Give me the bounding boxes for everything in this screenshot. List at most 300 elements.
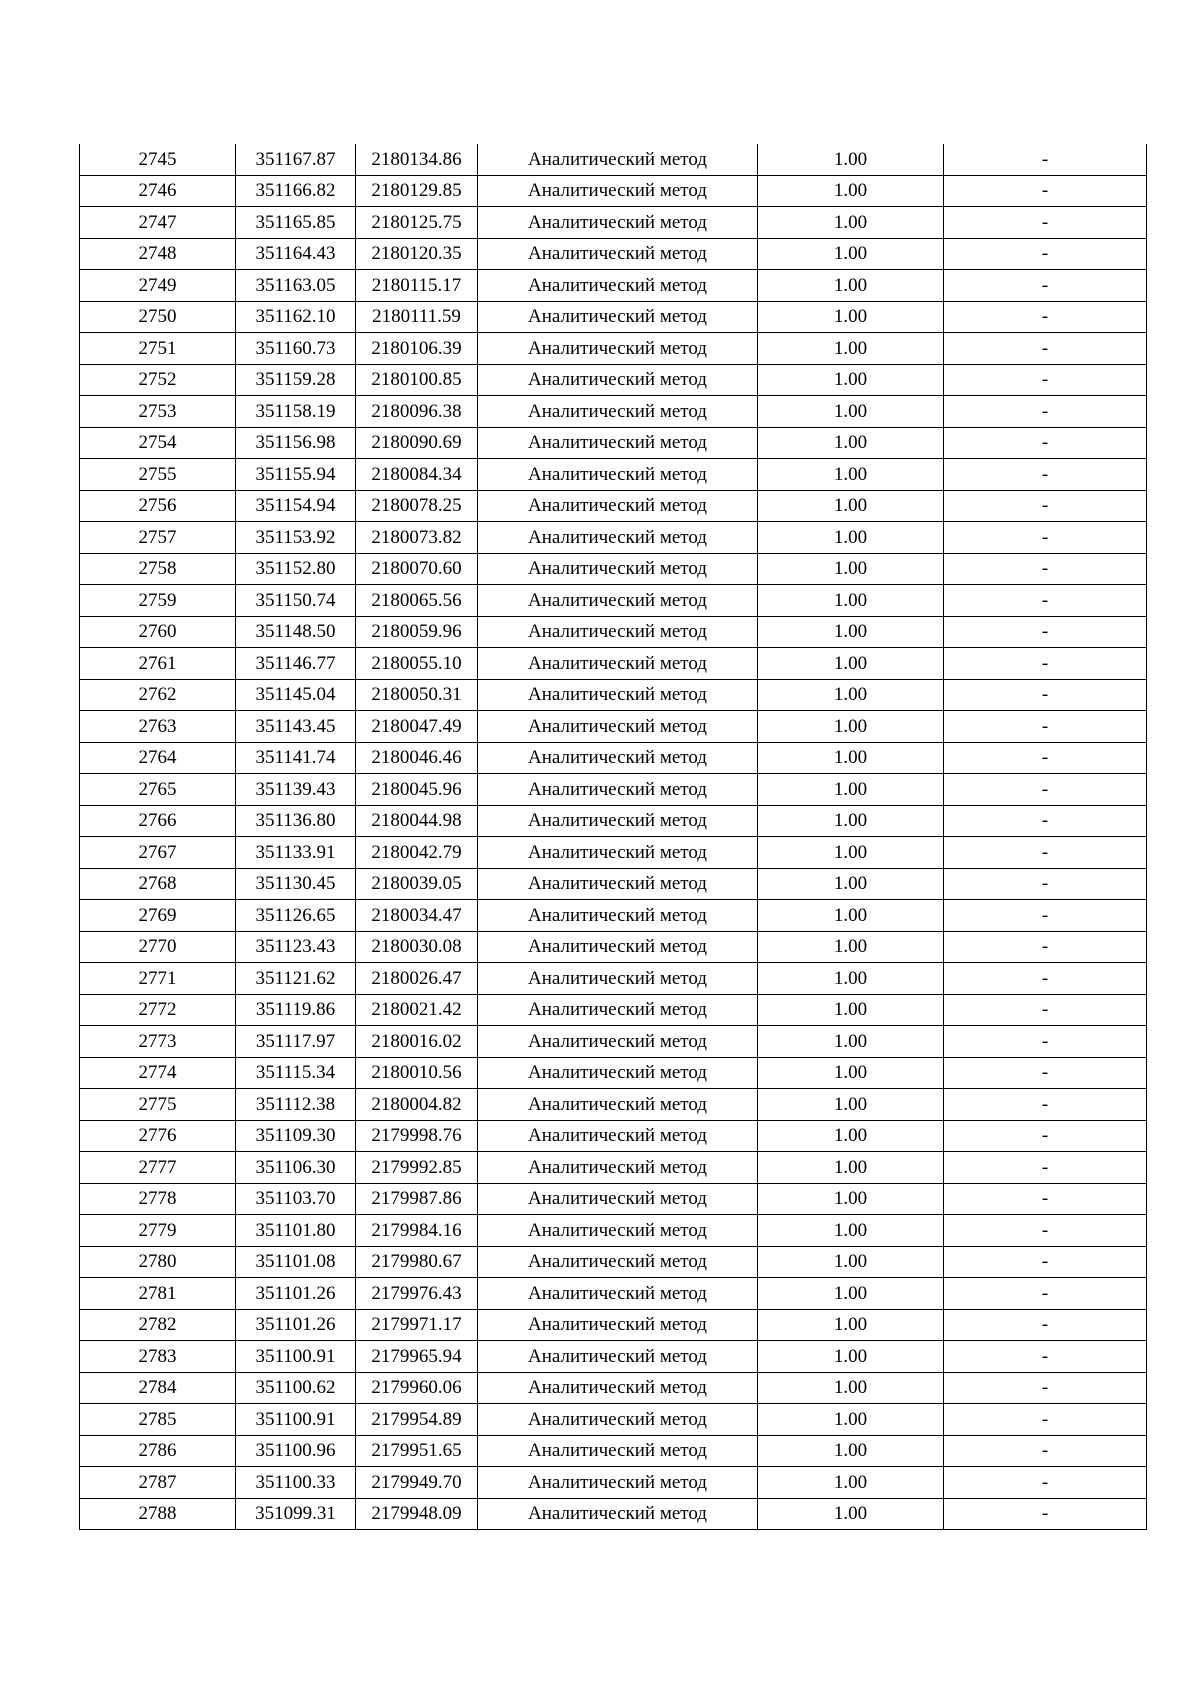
y-coordinate-cell: 2180055.10 <box>356 648 478 680</box>
x-coordinate-cell: 351117.97 <box>236 1026 356 1058</box>
point-number-cell: 2752 <box>80 364 236 396</box>
point-number-cell: 2767 <box>80 837 236 869</box>
description-cell: - <box>944 333 1147 365</box>
point-number-cell: 2750 <box>80 301 236 333</box>
y-coordinate-cell: 2179987.86 <box>356 1183 478 1215</box>
x-coordinate-cell: 351099.31 <box>236 1498 356 1530</box>
y-coordinate-cell: 2180096.38 <box>356 396 478 428</box>
y-coordinate-cell: 2180125.75 <box>356 207 478 239</box>
point-number-cell: 2785 <box>80 1404 236 1436</box>
description-cell: - <box>944 427 1147 459</box>
table-row <box>80 1089 1147 1121</box>
description-cell: - <box>944 238 1147 270</box>
method-cell: Аналитический метод <box>478 522 758 554</box>
accuracy-cell: 1.00 <box>758 522 944 554</box>
y-coordinate-cell: 2180034.47 <box>356 900 478 932</box>
table-row <box>80 1435 1147 1467</box>
y-coordinate-cell: 2180044.98 <box>356 805 478 837</box>
accuracy-cell: 1.00 <box>758 742 944 774</box>
accuracy-cell: 1.00 <box>758 364 944 396</box>
description-cell: - <box>944 1089 1147 1121</box>
accuracy-cell: 1.00 <box>758 144 944 175</box>
table-row <box>80 459 1147 491</box>
method-cell: Аналитический метод <box>478 490 758 522</box>
accuracy-cell: 1.00 <box>758 837 944 869</box>
accuracy-cell: 1.00 <box>758 1057 944 1089</box>
x-coordinate-cell: 351143.45 <box>236 711 356 743</box>
method-cell: Аналитический метод <box>478 1026 758 1058</box>
table-row <box>80 522 1147 554</box>
point-number-cell: 2761 <box>80 648 236 680</box>
table-row <box>80 1498 1147 1530</box>
method-cell: Аналитический метод <box>478 1309 758 1341</box>
y-coordinate-cell: 2180047.49 <box>356 711 478 743</box>
y-coordinate-cell: 2179984.16 <box>356 1215 478 1247</box>
method-cell: Аналитический метод <box>478 238 758 270</box>
point-number-cell: 2773 <box>80 1026 236 1058</box>
table-row <box>80 1309 1147 1341</box>
y-coordinate-cell: 2179948.09 <box>356 1498 478 1530</box>
description-cell: - <box>944 585 1147 617</box>
accuracy-cell: 1.00 <box>758 1278 944 1310</box>
description-cell: - <box>944 1057 1147 1089</box>
accuracy-cell: 1.00 <box>758 963 944 995</box>
accuracy-cell: 1.00 <box>758 459 944 491</box>
method-cell: Аналитический метод <box>478 301 758 333</box>
method-cell: Аналитический метод <box>478 1372 758 1404</box>
description-cell: - <box>944 963 1147 995</box>
table-row <box>80 270 1147 302</box>
method-cell: Аналитический метод <box>478 427 758 459</box>
table-row <box>80 175 1147 207</box>
x-coordinate-cell: 351155.94 <box>236 459 356 491</box>
method-cell: Аналитический метод <box>478 774 758 806</box>
accuracy-cell: 1.00 <box>758 1089 944 1121</box>
description-cell: - <box>944 207 1147 239</box>
x-coordinate-cell: 351100.91 <box>236 1341 356 1373</box>
description-cell: - <box>944 301 1147 333</box>
x-coordinate-cell: 351163.05 <box>236 270 356 302</box>
x-coordinate-cell: 351112.38 <box>236 1089 356 1121</box>
accuracy-cell: 1.00 <box>758 931 944 963</box>
description-cell: - <box>944 616 1147 648</box>
description-cell: - <box>944 679 1147 711</box>
accuracy-cell: 1.00 <box>758 207 944 239</box>
point-number-cell: 2769 <box>80 900 236 932</box>
point-number-cell: 2751 <box>80 333 236 365</box>
y-coordinate-cell: 2180073.82 <box>356 522 478 554</box>
y-coordinate-cell: 2180016.02 <box>356 1026 478 1058</box>
x-coordinate-cell: 351167.87 <box>236 144 356 175</box>
method-cell: Аналитический метод <box>478 207 758 239</box>
description-cell: - <box>944 1372 1147 1404</box>
y-coordinate-cell: 2180059.96 <box>356 616 478 648</box>
x-coordinate-cell: 351146.77 <box>236 648 356 680</box>
point-number-cell: 2775 <box>80 1089 236 1121</box>
point-number-cell: 2753 <box>80 396 236 428</box>
x-coordinate-cell: 351101.26 <box>236 1309 356 1341</box>
method-cell: Аналитический метод <box>478 994 758 1026</box>
accuracy-cell: 1.00 <box>758 1435 944 1467</box>
point-number-cell: 2754 <box>80 427 236 459</box>
y-coordinate-cell: 2179992.85 <box>356 1152 478 1184</box>
method-cell: Аналитический метод <box>478 931 758 963</box>
point-number-cell: 2748 <box>80 238 236 270</box>
table-row <box>80 963 1147 995</box>
x-coordinate-cell: 351119.86 <box>236 994 356 1026</box>
y-coordinate-cell: 2180010.56 <box>356 1057 478 1089</box>
method-cell: Аналитический метод <box>478 1183 758 1215</box>
point-number-cell: 2758 <box>80 553 236 585</box>
point-number-cell: 2776 <box>80 1120 236 1152</box>
x-coordinate-cell: 351100.33 <box>236 1467 356 1499</box>
point-number-cell: 2763 <box>80 711 236 743</box>
accuracy-cell: 1.00 <box>758 333 944 365</box>
x-coordinate-cell: 351106.30 <box>236 1152 356 1184</box>
accuracy-cell: 1.00 <box>758 1152 944 1184</box>
accuracy-cell: 1.00 <box>758 1341 944 1373</box>
accuracy-cell: 1.00 <box>758 553 944 585</box>
y-coordinate-cell: 2180090.69 <box>356 427 478 459</box>
table-row <box>80 805 1147 837</box>
x-coordinate-cell: 351154.94 <box>236 490 356 522</box>
x-coordinate-cell: 351145.04 <box>236 679 356 711</box>
accuracy-cell: 1.00 <box>758 1026 944 1058</box>
x-coordinate-cell: 351165.85 <box>236 207 356 239</box>
table-row <box>80 1246 1147 1278</box>
x-coordinate-cell: 351100.96 <box>236 1435 356 1467</box>
description-cell: - <box>944 931 1147 963</box>
y-coordinate-cell: 2180050.31 <box>356 679 478 711</box>
description-cell: - <box>944 742 1147 774</box>
table-body <box>80 144 1147 1530</box>
point-number-cell: 2764 <box>80 742 236 774</box>
table-row <box>80 1404 1147 1436</box>
accuracy-cell: 1.00 <box>758 1215 944 1247</box>
description-cell: - <box>944 774 1147 806</box>
point-number-cell: 2783 <box>80 1341 236 1373</box>
table-row <box>80 679 1147 711</box>
y-coordinate-cell: 2179960.06 <box>356 1372 478 1404</box>
accuracy-cell: 1.00 <box>758 301 944 333</box>
method-cell: Аналитический метод <box>478 679 758 711</box>
x-coordinate-cell: 351123.43 <box>236 931 356 963</box>
method-cell: Аналитический метод <box>478 175 758 207</box>
description-cell: - <box>944 175 1147 207</box>
accuracy-cell: 1.00 <box>758 648 944 680</box>
x-coordinate-cell: 351139.43 <box>236 774 356 806</box>
point-number-cell: 2770 <box>80 931 236 963</box>
description-cell: - <box>944 994 1147 1026</box>
description-cell: - <box>944 1120 1147 1152</box>
table-row <box>80 837 1147 869</box>
description-cell: - <box>944 1341 1147 1373</box>
y-coordinate-cell: 2180134.86 <box>356 144 478 175</box>
method-cell: Аналитический метод <box>478 616 758 648</box>
point-number-cell: 2782 <box>80 1309 236 1341</box>
x-coordinate-cell: 351130.45 <box>236 868 356 900</box>
point-number-cell: 2780 <box>80 1246 236 1278</box>
description-cell: - <box>944 711 1147 743</box>
x-coordinate-cell: 351121.62 <box>236 963 356 995</box>
y-coordinate-cell: 2179951.65 <box>356 1435 478 1467</box>
x-coordinate-cell: 351158.19 <box>236 396 356 428</box>
table-row <box>80 774 1147 806</box>
table-row <box>80 427 1147 459</box>
method-cell: Аналитический метод <box>478 144 758 175</box>
accuracy-cell: 1.00 <box>758 1498 944 1530</box>
method-cell: Аналитический метод <box>478 270 758 302</box>
table-row <box>80 1215 1147 1247</box>
x-coordinate-cell: 351156.98 <box>236 427 356 459</box>
y-coordinate-cell: 2180115.17 <box>356 270 478 302</box>
point-number-cell: 2784 <box>80 1372 236 1404</box>
accuracy-cell: 1.00 <box>758 774 944 806</box>
method-cell: Аналитический метод <box>478 459 758 491</box>
description-cell: - <box>944 868 1147 900</box>
accuracy-cell: 1.00 <box>758 1372 944 1404</box>
description-cell: - <box>944 1309 1147 1341</box>
accuracy-cell: 1.00 <box>758 427 944 459</box>
description-cell: - <box>944 900 1147 932</box>
description-cell: - <box>944 1498 1147 1530</box>
x-coordinate-cell: 351101.08 <box>236 1246 356 1278</box>
description-cell: - <box>944 553 1147 585</box>
description-cell: - <box>944 648 1147 680</box>
method-cell: Аналитический метод <box>478 1089 758 1121</box>
method-cell: Аналитический метод <box>478 1404 758 1436</box>
y-coordinate-cell: 2179980.67 <box>356 1246 478 1278</box>
y-coordinate-cell: 2180042.79 <box>356 837 478 869</box>
y-coordinate-cell: 2180039.05 <box>356 868 478 900</box>
description-cell: - <box>944 144 1147 175</box>
y-coordinate-cell: 2180070.60 <box>356 553 478 585</box>
x-coordinate-cell: 351160.73 <box>236 333 356 365</box>
table-row <box>80 1120 1147 1152</box>
point-number-cell: 2755 <box>80 459 236 491</box>
point-number-cell: 2786 <box>80 1435 236 1467</box>
table-row <box>80 207 1147 239</box>
method-cell: Аналитический метод <box>478 963 758 995</box>
x-coordinate-cell: 351150.74 <box>236 585 356 617</box>
method-cell: Аналитический метод <box>478 1341 758 1373</box>
point-number-cell: 2787 <box>80 1467 236 1499</box>
table-row <box>80 144 1147 175</box>
description-cell: - <box>944 837 1147 869</box>
table-row <box>80 1026 1147 1058</box>
table-row <box>80 994 1147 1026</box>
y-coordinate-cell: 2180120.35 <box>356 238 478 270</box>
accuracy-cell: 1.00 <box>758 900 944 932</box>
description-cell: - <box>944 1152 1147 1184</box>
description-cell: - <box>944 1183 1147 1215</box>
point-number-cell: 2759 <box>80 585 236 617</box>
y-coordinate-cell: 2179971.17 <box>356 1309 478 1341</box>
y-coordinate-cell: 2180021.42 <box>356 994 478 1026</box>
method-cell: Аналитический метод <box>478 805 758 837</box>
y-coordinate-cell: 2179954.89 <box>356 1404 478 1436</box>
y-coordinate-cell: 2180045.96 <box>356 774 478 806</box>
method-cell: Аналитический метод <box>478 648 758 680</box>
y-coordinate-cell: 2180065.56 <box>356 585 478 617</box>
method-cell: Аналитический метод <box>478 1120 758 1152</box>
table-row <box>80 1152 1147 1184</box>
y-coordinate-cell: 2180046.46 <box>356 742 478 774</box>
accuracy-cell: 1.00 <box>758 1309 944 1341</box>
table-row <box>80 333 1147 365</box>
accuracy-cell: 1.00 <box>758 585 944 617</box>
point-number-cell: 2788 <box>80 1498 236 1530</box>
y-coordinate-cell: 2180129.85 <box>356 175 478 207</box>
table-row <box>80 396 1147 428</box>
x-coordinate-cell: 351164.43 <box>236 238 356 270</box>
point-number-cell: 2768 <box>80 868 236 900</box>
description-cell: - <box>944 1467 1147 1499</box>
x-coordinate-cell: 351136.80 <box>236 805 356 837</box>
method-cell: Аналитический метод <box>478 837 758 869</box>
description-cell: - <box>944 1026 1147 1058</box>
accuracy-cell: 1.00 <box>758 616 944 648</box>
accuracy-cell: 1.00 <box>758 1183 944 1215</box>
method-cell: Аналитический метод <box>478 364 758 396</box>
description-cell: - <box>944 1215 1147 1247</box>
table-row <box>80 868 1147 900</box>
table-row <box>80 1341 1147 1373</box>
accuracy-cell: 1.00 <box>758 396 944 428</box>
method-cell: Аналитический метод <box>478 396 758 428</box>
accuracy-cell: 1.00 <box>758 805 944 837</box>
y-coordinate-cell: 2180106.39 <box>356 333 478 365</box>
method-cell: Аналитический метод <box>478 1215 758 1247</box>
x-coordinate-cell: 351152.80 <box>236 553 356 585</box>
point-number-cell: 2774 <box>80 1057 236 1089</box>
method-cell: Аналитический метод <box>478 1467 758 1499</box>
method-cell: Аналитический метод <box>478 333 758 365</box>
table-row <box>80 585 1147 617</box>
method-cell: Аналитический метод <box>478 1278 758 1310</box>
description-cell: - <box>944 1435 1147 1467</box>
point-number-cell: 2778 <box>80 1183 236 1215</box>
description-cell: - <box>944 270 1147 302</box>
table-row <box>80 1278 1147 1310</box>
method-cell: Аналитический метод <box>478 900 758 932</box>
method-cell: Аналитический метод <box>478 711 758 743</box>
method-cell: Аналитический метод <box>478 1152 758 1184</box>
table-row <box>80 301 1147 333</box>
y-coordinate-cell: 2180078.25 <box>356 490 478 522</box>
table-row <box>80 711 1147 743</box>
table-row <box>80 1467 1147 1499</box>
point-number-cell: 2777 <box>80 1152 236 1184</box>
point-number-cell: 2747 <box>80 207 236 239</box>
accuracy-cell: 1.00 <box>758 994 944 1026</box>
accuracy-cell: 1.00 <box>758 679 944 711</box>
method-cell: Аналитический метод <box>478 1057 758 1089</box>
point-number-cell: 2756 <box>80 490 236 522</box>
accuracy-cell: 1.00 <box>758 270 944 302</box>
accuracy-cell: 1.00 <box>758 1246 944 1278</box>
description-cell: - <box>944 490 1147 522</box>
point-number-cell: 2771 <box>80 963 236 995</box>
x-coordinate-cell: 351101.80 <box>236 1215 356 1247</box>
description-cell: - <box>944 1246 1147 1278</box>
point-number-cell: 2745 <box>80 144 236 175</box>
accuracy-cell: 1.00 <box>758 868 944 900</box>
y-coordinate-cell: 2180004.82 <box>356 1089 478 1121</box>
x-coordinate-cell: 351153.92 <box>236 522 356 554</box>
accuracy-cell: 1.00 <box>758 238 944 270</box>
description-cell: - <box>944 459 1147 491</box>
description-cell: - <box>944 1278 1147 1310</box>
method-cell: Аналитический метод <box>478 868 758 900</box>
point-number-cell: 2772 <box>80 994 236 1026</box>
x-coordinate-cell: 351141.74 <box>236 742 356 774</box>
x-coordinate-cell: 351101.26 <box>236 1278 356 1310</box>
x-coordinate-cell: 351162.10 <box>236 301 356 333</box>
method-cell: Аналитический метод <box>478 742 758 774</box>
x-coordinate-cell: 351166.82 <box>236 175 356 207</box>
method-cell: Аналитический метод <box>478 1498 758 1530</box>
method-cell: Аналитический метод <box>478 1246 758 1278</box>
y-coordinate-cell: 2180084.34 <box>356 459 478 491</box>
accuracy-cell: 1.00 <box>758 1404 944 1436</box>
y-coordinate-cell: 2179965.94 <box>356 1341 478 1373</box>
table-row <box>80 1183 1147 1215</box>
table-row <box>80 1057 1147 1089</box>
table-row <box>80 616 1147 648</box>
y-coordinate-cell: 2180026.47 <box>356 963 478 995</box>
x-coordinate-cell: 351100.62 <box>236 1372 356 1404</box>
x-coordinate-cell: 351159.28 <box>236 364 356 396</box>
accuracy-cell: 1.00 <box>758 1120 944 1152</box>
y-coordinate-cell: 2180100.85 <box>356 364 478 396</box>
table-row <box>80 238 1147 270</box>
point-number-cell: 2746 <box>80 175 236 207</box>
point-number-cell: 2766 <box>80 805 236 837</box>
y-coordinate-cell: 2180111.59 <box>356 301 478 333</box>
table-row <box>80 1372 1147 1404</box>
table-row <box>80 490 1147 522</box>
point-number-cell: 2762 <box>80 679 236 711</box>
x-coordinate-cell: 351148.50 <box>236 616 356 648</box>
y-coordinate-cell: 2180030.08 <box>356 931 478 963</box>
x-coordinate-cell: 351115.34 <box>236 1057 356 1089</box>
accuracy-cell: 1.00 <box>758 490 944 522</box>
table-row <box>80 742 1147 774</box>
method-cell: Аналитический метод <box>478 585 758 617</box>
point-number-cell: 2765 <box>80 774 236 806</box>
description-cell: - <box>944 396 1147 428</box>
accuracy-cell: 1.00 <box>758 175 944 207</box>
description-cell: - <box>944 805 1147 837</box>
table-row <box>80 900 1147 932</box>
table-row <box>80 931 1147 963</box>
point-number-cell: 2760 <box>80 616 236 648</box>
point-number-cell: 2757 <box>80 522 236 554</box>
x-coordinate-cell: 351100.91 <box>236 1404 356 1436</box>
y-coordinate-cell: 2179976.43 <box>356 1278 478 1310</box>
table-row <box>80 364 1147 396</box>
description-cell: - <box>944 1404 1147 1436</box>
y-coordinate-cell: 2179949.70 <box>356 1467 478 1499</box>
point-number-cell: 2749 <box>80 270 236 302</box>
point-number-cell: 2781 <box>80 1278 236 1310</box>
table-row <box>80 553 1147 585</box>
description-cell: - <box>944 364 1147 396</box>
x-coordinate-cell: 351126.65 <box>236 900 356 932</box>
table-row <box>80 648 1147 680</box>
y-coordinate-cell: 2179998.76 <box>356 1120 478 1152</box>
